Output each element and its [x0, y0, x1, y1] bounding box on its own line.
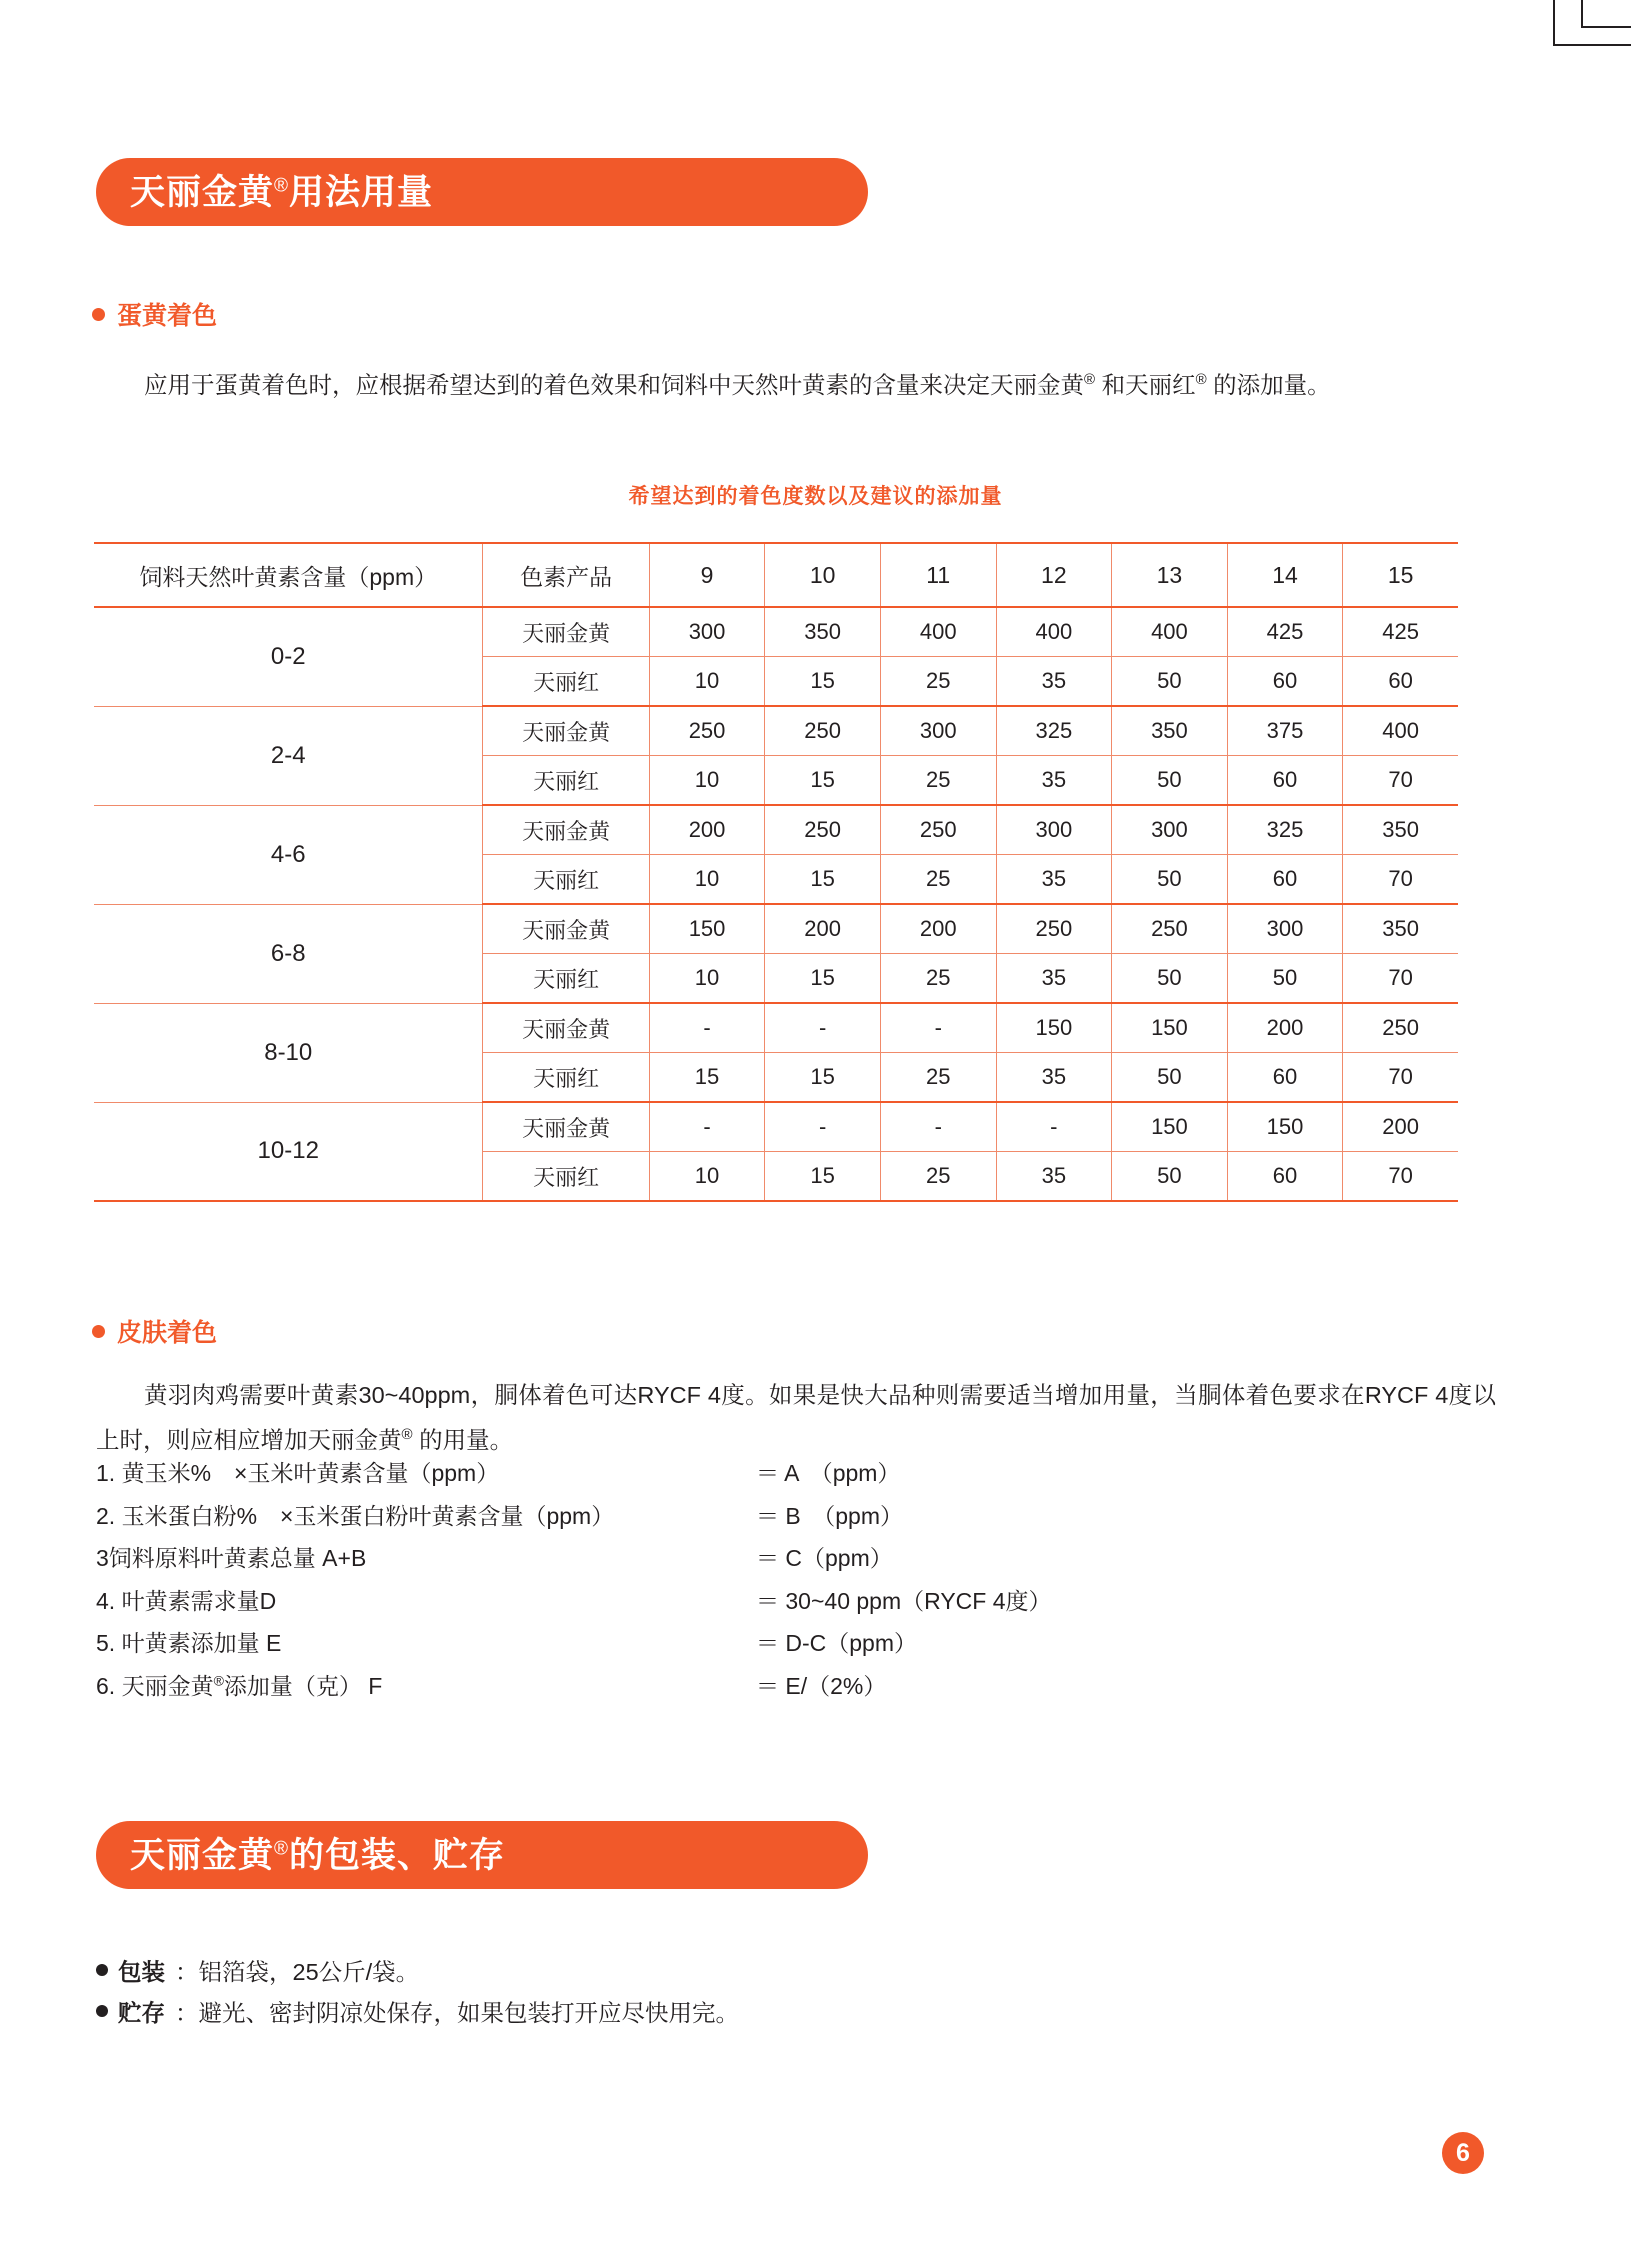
table-cell-gold-3: 400: [996, 607, 1112, 657]
section-heading-package-text: 天丽金黄®的包装、贮存: [130, 1835, 506, 1875]
table-row: [94, 706, 1458, 756]
table-cell-gold-2: -: [880, 1102, 996, 1152]
formula-left: 6. 天丽金黄®添加量（克） F: [96, 1671, 383, 1699]
table-cell-red-4: 50: [1112, 657, 1228, 707]
crop-mark-vertical-2: [1581, 0, 1583, 28]
table-cell-range: 8-10: [94, 1003, 483, 1102]
subhead-yolk-coloring: [92, 296, 217, 332]
formula-right: ＝ C（ppm）: [756, 1545, 893, 1571]
table-cell-product-gold: 天丽金黄: [483, 706, 649, 756]
formula-row: [96, 1498, 1446, 1541]
formula-left: 5. 叶黄素添加量 E: [96, 1630, 282, 1656]
table-cell-red-4: 50: [1112, 855, 1228, 905]
table-cell-gold-6: 350: [1343, 805, 1458, 855]
table-cell-red-5: 50: [1227, 954, 1343, 1004]
table-cell-product-gold: 天丽金黄: [483, 1102, 649, 1152]
table-cell-red-3: 35: [996, 855, 1112, 905]
table-header-row: [94, 543, 1458, 607]
section-heading-usage: [96, 158, 868, 226]
table-cell-product-gold: 天丽金黄: [483, 607, 649, 657]
formula-left: 3饲料原料叶黄素总量 A+B: [96, 1545, 367, 1571]
section-heading-package: [96, 1821, 868, 1889]
table-cell-red-5: 60: [1227, 855, 1343, 905]
table-cell-red-2: 25: [880, 657, 996, 707]
formula-left: 2. 玉米蛋白粉% ×玉米蛋白粉叶黄素含量（ppm）: [96, 1502, 615, 1529]
table-cell-product-red: 天丽红: [483, 954, 649, 1004]
table-cell-gold-4: 350: [1112, 706, 1228, 756]
table-cell-red-3: 35: [996, 1152, 1112, 1202]
table-cell-red-3: 35: [996, 657, 1112, 707]
table-caption: 希望达到的着色度数以及建议的添加量: [628, 485, 1003, 508]
table-cell-gold-3: 300: [996, 805, 1112, 855]
table-cell-gold-1: 350: [765, 607, 881, 657]
table-cell-gold-4: 400: [1112, 607, 1228, 657]
crop-mark-vertical-1: [1553, 0, 1555, 46]
table-cell-product-gold: 天丽金黄: [483, 805, 649, 855]
table-cell-product-red: 天丽红: [483, 756, 649, 806]
packaging-item-text: ：铝箔袋，25公斤/袋。: [175, 1959, 420, 1985]
table-cell-gold-2: 400: [880, 607, 996, 657]
subhead-skin-label: 皮肤着色: [117, 1319, 218, 1347]
table-cell-red-2: 25: [880, 1152, 996, 1202]
table-cell-gold-6: 250: [1343, 1003, 1458, 1053]
formula-list: [96, 1455, 1446, 1710]
table-cell-gold-5: 300: [1227, 904, 1343, 954]
table-cell-red-1: 15: [765, 954, 881, 1004]
table-cell-gold-4: 300: [1112, 805, 1228, 855]
table-cell-gold-0: 300: [649, 607, 765, 657]
table-cell-gold-3: 250: [996, 904, 1112, 954]
table-cell-product-red: 天丽红: [483, 1053, 649, 1103]
table-row: [94, 1003, 1458, 1053]
table-cell-red-0: 10: [649, 657, 765, 707]
table-cell-red-0: 10: [649, 1152, 765, 1202]
formula-right: ＝ 30~40 ppm（RYCF 4度）: [756, 1587, 1052, 1614]
table-header-level-1: 10: [765, 543, 881, 607]
table-cell-red-3: 35: [996, 756, 1112, 806]
formula-left: 1. 黄玉米% ×玉米叶黄素含量（ppm）: [96, 1460, 500, 1486]
table-cell-red-6: 70: [1343, 1053, 1458, 1103]
bullet-dot-icon: [96, 2005, 108, 2017]
table-cell-red-4: 50: [1112, 1152, 1228, 1202]
dosage-table: [94, 542, 1458, 1202]
table-cell-gold-0: -: [649, 1102, 765, 1152]
table-header-feed-lutein: 饲料天然叶黄素含量（ppm）: [94, 543, 483, 607]
table-cell-red-2: 25: [880, 954, 996, 1004]
table-cell-range: 10-12: [94, 1102, 483, 1201]
bullet-dot-icon: [92, 1325, 105, 1338]
table-row: [94, 1102, 1458, 1152]
packaging-item-text: ：避光、密封阴凉处保存，如果包装打开应尽快用完。: [175, 2000, 739, 2026]
table-cell-gold-0: 200: [649, 805, 765, 855]
table-cell-red-0: 10: [649, 855, 765, 905]
packaging-item: [96, 1993, 739, 2034]
subhead-skin-coloring: [92, 1313, 217, 1349]
paragraph-skin: 黄羽肉鸡需要叶黄素30~40ppm，胴体着色可达RYCF 4度。如果是快大品种则需要适当增加用量，当胴体着色要求在RYCF 4度以上时，则应相应增加天丽金黄® 的用量。: [96, 1382, 1496, 1453]
bullet-dot-icon: [92, 308, 105, 321]
crop-mark-horizontal-1: [1553, 44, 1631, 46]
table-cell-gold-1: -: [765, 1102, 881, 1152]
table-cell-gold-6: 350: [1343, 904, 1458, 954]
formula-left: 4. 叶黄素需求量D: [96, 1587, 277, 1614]
table-cell-red-4: 50: [1112, 756, 1228, 806]
formula-row: [96, 1583, 1446, 1626]
table-cell-product-gold: 天丽金黄: [483, 1003, 649, 1053]
table-cell-gold-2: 250: [880, 805, 996, 855]
subhead-yolk-label: 蛋黄着色: [117, 302, 218, 330]
table-cell-gold-0: 250: [649, 706, 765, 756]
table-header-level-6: 15: [1343, 543, 1458, 607]
table-cell-red-1: 15: [765, 1152, 881, 1202]
table-cell-gold-1: -: [765, 1003, 881, 1053]
table-header-level-3: 12: [996, 543, 1112, 607]
table-cell-gold-3: -: [996, 1102, 1112, 1152]
table-cell-gold-2: 200: [880, 904, 996, 954]
table-cell-red-2: 25: [880, 756, 996, 806]
table-cell-gold-2: -: [880, 1003, 996, 1053]
table-cell-red-6: 70: [1343, 954, 1458, 1004]
table-header-level-0: 9: [649, 543, 765, 607]
formula-right: ＝ B （ppm）: [756, 1502, 903, 1529]
table-cell-red-6: 70: [1343, 1152, 1458, 1202]
table-cell-red-0: 15: [649, 1053, 765, 1103]
table-cell-red-2: 25: [880, 1053, 996, 1103]
formula-right: ＝ A （ppm）: [756, 1460, 901, 1486]
table-cell-gold-4: 150: [1112, 1102, 1228, 1152]
page-number-badge: 6: [1442, 2132, 1484, 2174]
table-cell-gold-1: 250: [765, 805, 881, 855]
table-cell-gold-5: 325: [1227, 805, 1343, 855]
table-cell-gold-6: 200: [1343, 1102, 1458, 1152]
table-cell-gold-0: -: [649, 1003, 765, 1053]
table-cell-product-red: 天丽红: [483, 1152, 649, 1202]
section-heading-usage-text: 天丽金黄®用法用量: [130, 172, 434, 212]
table-cell-red-5: 60: [1227, 1053, 1343, 1103]
table-cell-red-1: 15: [765, 855, 881, 905]
table-cell-gold-5: 375: [1227, 706, 1343, 756]
table-cell-red-3: 35: [996, 954, 1112, 1004]
table-cell-red-4: 50: [1112, 1053, 1228, 1103]
table-cell-red-2: 25: [880, 855, 996, 905]
formula-row: [96, 1455, 1446, 1498]
table-header-level-5: 14: [1227, 543, 1343, 607]
table-cell-red-1: 15: [765, 1053, 881, 1103]
table-row: [94, 904, 1458, 954]
table-cell-gold-0: 150: [649, 904, 765, 954]
table-cell-red-5: 60: [1227, 1152, 1343, 1202]
table-cell-gold-1: 200: [765, 904, 881, 954]
packaging-item: [96, 1952, 739, 1993]
packaging-item-label: 包装: [118, 1959, 165, 1985]
table-cell-red-0: 10: [649, 954, 765, 1004]
table-cell-gold-6: 400: [1343, 706, 1458, 756]
table-cell-gold-4: 150: [1112, 1003, 1228, 1053]
table-header-level-2: 11: [880, 543, 996, 607]
table-cell-gold-1: 250: [765, 706, 881, 756]
table-row: [94, 607, 1458, 657]
table-cell-red-6: 60: [1343, 657, 1458, 707]
formula-right: ＝ D-C（ppm）: [756, 1630, 918, 1656]
table-cell-product-red: 天丽红: [483, 855, 649, 905]
crop-mark-horizontal-2: [1581, 26, 1631, 28]
table-cell-range: 4-6: [94, 805, 483, 904]
table-cell-gold-2: 300: [880, 706, 996, 756]
table-cell-gold-3: 150: [996, 1003, 1112, 1053]
formula-right: ＝ E/（2%）: [756, 1672, 887, 1699]
table-cell-red-3: 35: [996, 1053, 1112, 1103]
table-row: [94, 805, 1458, 855]
table-header-product: 色素产品: [483, 543, 649, 607]
formula-row: [96, 1668, 1446, 1711]
packaging-item-label: 贮存: [118, 2000, 165, 2026]
table-cell-red-1: 15: [765, 657, 881, 707]
table-cell-red-4: 50: [1112, 954, 1228, 1004]
table-cell-red-0: 10: [649, 756, 765, 806]
bullet-dot-icon: [96, 1964, 108, 1976]
table-cell-gold-5: 200: [1227, 1003, 1343, 1053]
table-cell-gold-5: 425: [1227, 607, 1343, 657]
formula-row: [96, 1625, 1446, 1668]
table-cell-gold-3: 325: [996, 706, 1112, 756]
paragraph-yolk: 应用于蛋黄着色时，应根据希望达到的着色效果和饲料中天然叶黄素的含量来决定天丽金黄® 和天丽红® 的添加量。: [144, 371, 1331, 398]
table-cell-red-6: 70: [1343, 855, 1458, 905]
table-cell-red-5: 60: [1227, 657, 1343, 707]
table-cell-red-1: 15: [765, 756, 881, 806]
table-cell-product-red: 天丽红: [483, 657, 649, 707]
table-cell-red-6: 70: [1343, 756, 1458, 806]
table-cell-gold-4: 250: [1112, 904, 1228, 954]
table-header-level-4: 13: [1112, 543, 1228, 607]
table-cell-gold-6: 425: [1343, 607, 1458, 657]
table-cell-product-gold: 天丽金黄: [483, 904, 649, 954]
formula-row: [96, 1540, 1446, 1583]
table-cell-red-5: 60: [1227, 756, 1343, 806]
packaging-list: [96, 1952, 739, 2034]
table-cell-range: 0-2: [94, 607, 483, 706]
table-cell-range: 6-8: [94, 904, 483, 1003]
table-cell-gold-5: 150: [1227, 1102, 1343, 1152]
table-cell-range: 2-4: [94, 706, 483, 805]
